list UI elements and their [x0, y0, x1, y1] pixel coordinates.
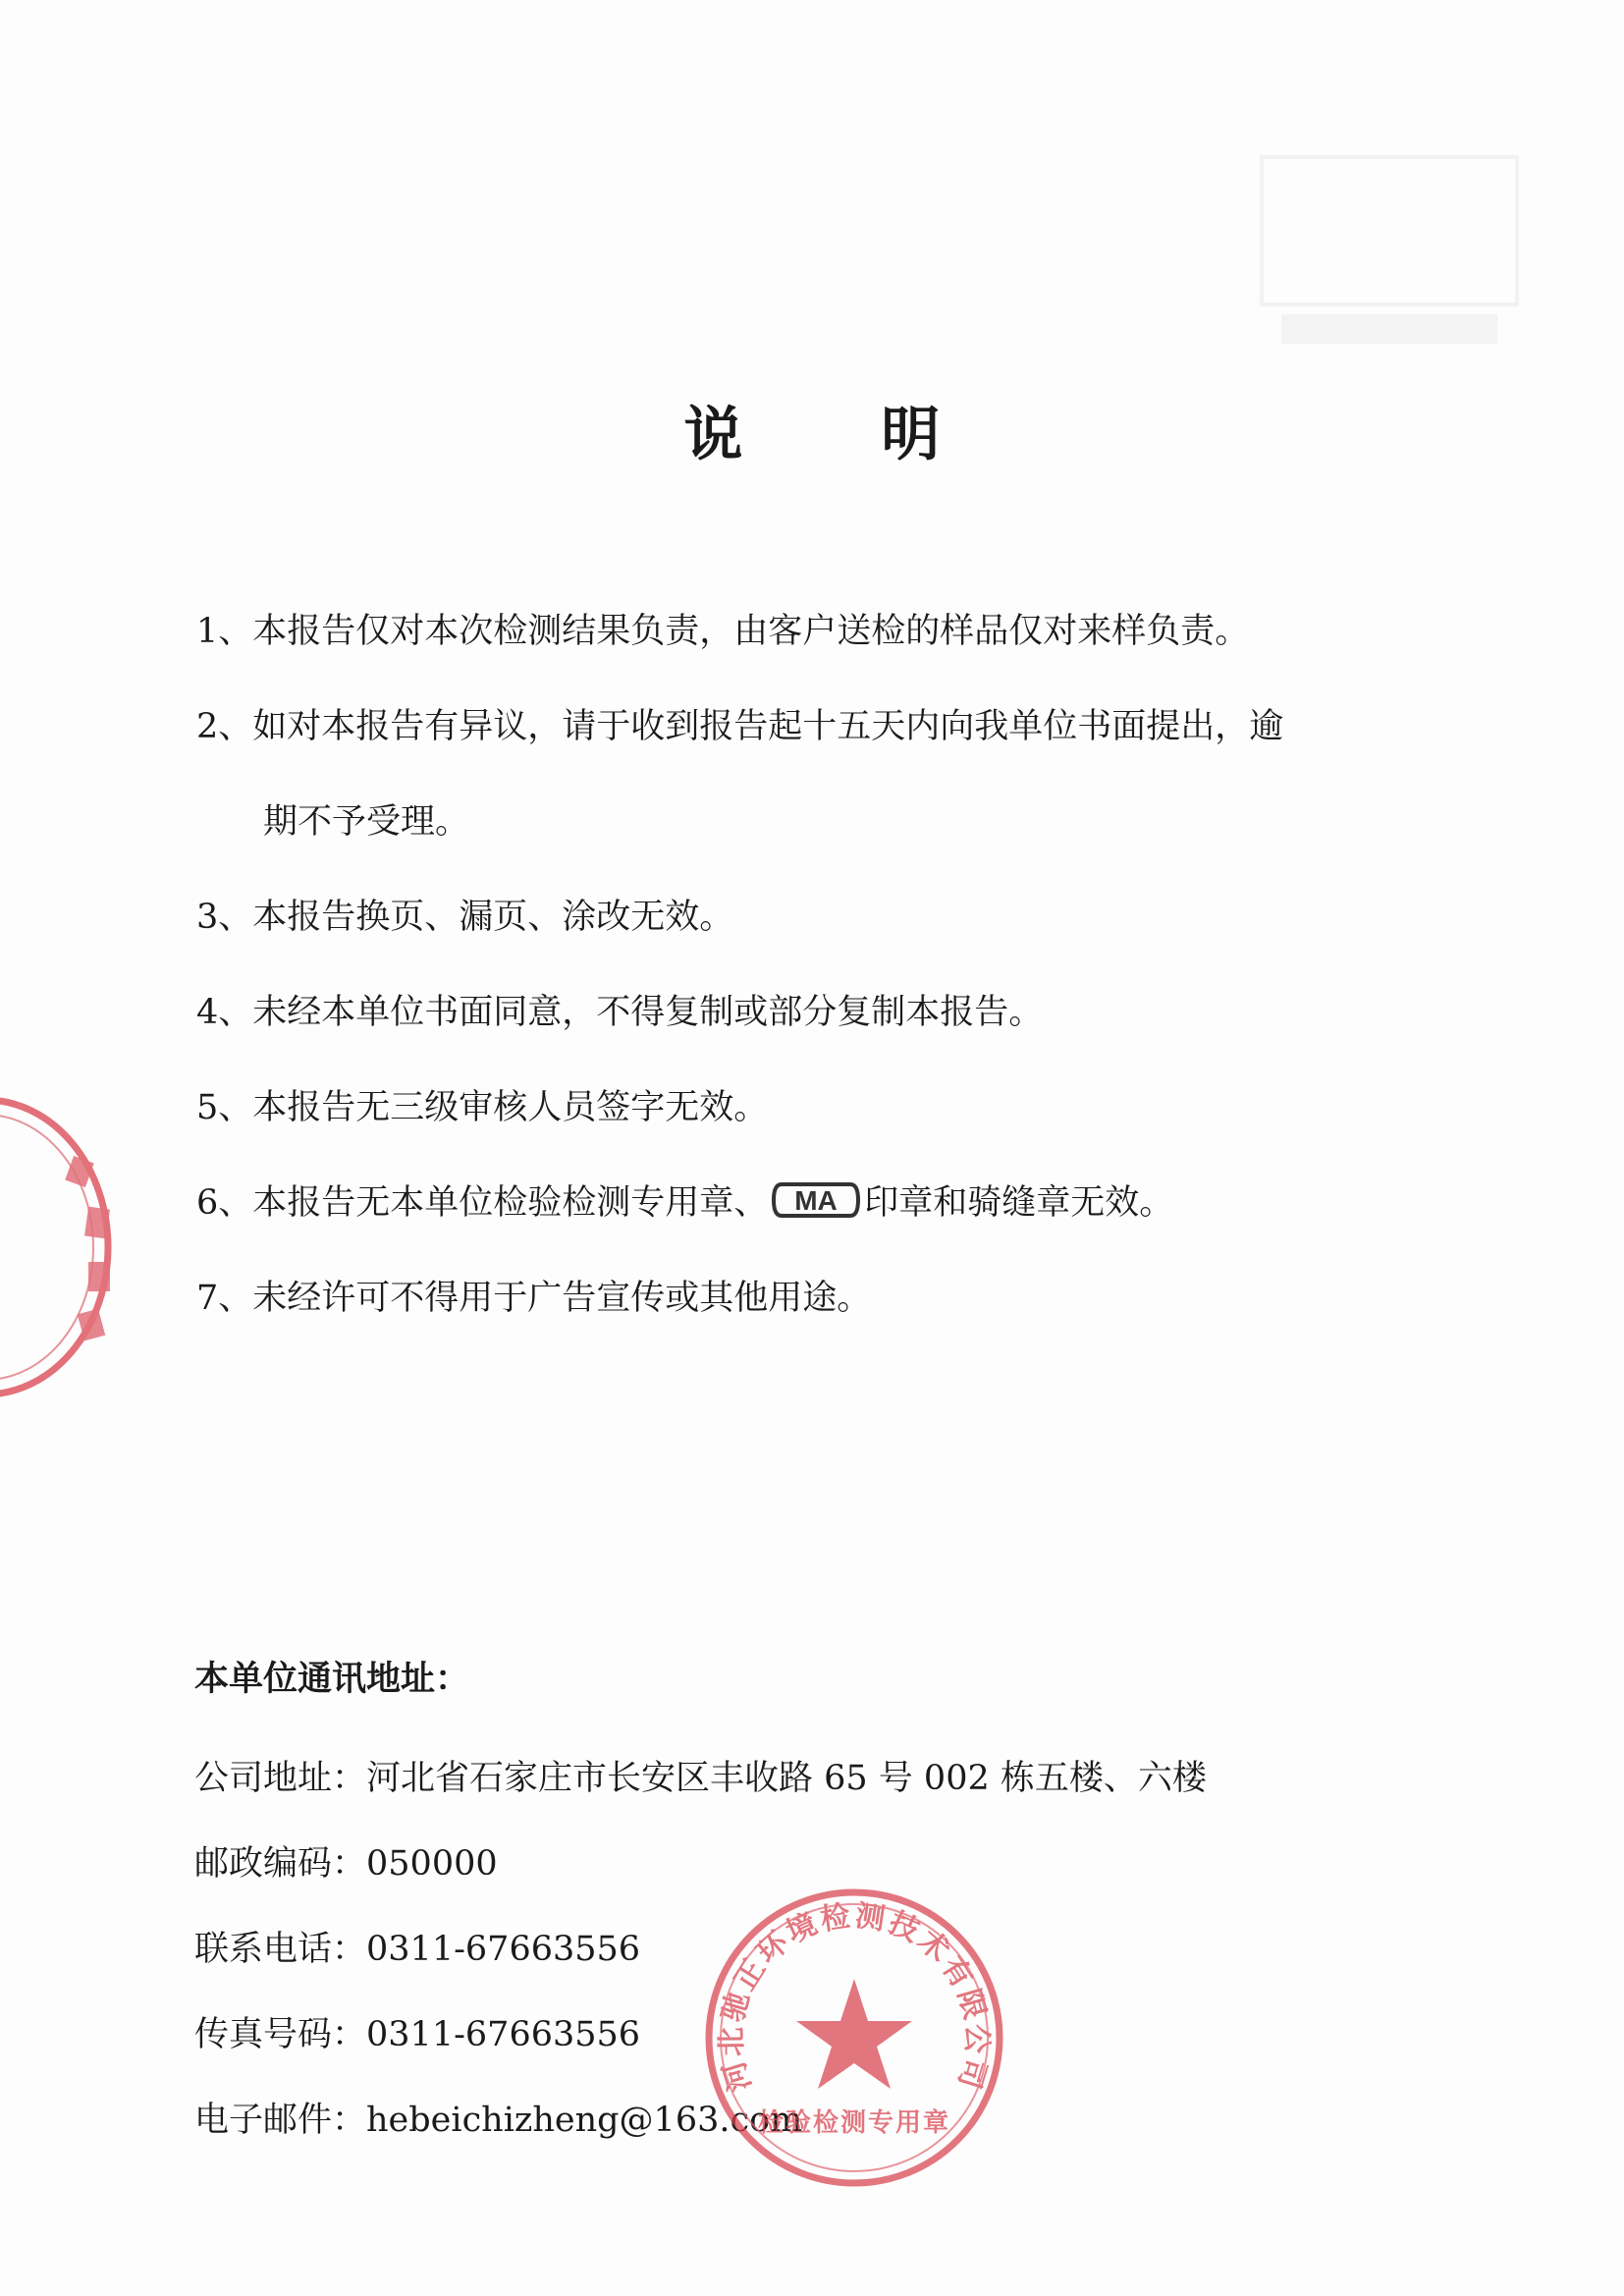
contact-value: 河北省石家庄市长安区丰收路 65 号 002 栋五楼、六楼	[366, 1759, 1207, 1798]
contact-row-fax	[194, 1993, 1274, 2078]
note-number: 4、	[196, 993, 253, 1032]
note-number: 3、	[196, 898, 253, 937]
contact-label: 公司地址：	[194, 1759, 367, 1798]
riding-seal-stamp	[0, 1090, 118, 1404]
contact-label: 电子邮件：	[194, 2101, 367, 2140]
contact-heading: 本单位通讯地址：	[194, 1659, 470, 1699]
note-text: 如对本报告有异议，请于收到报告起十五天内向我单位书面提出，逾	[252, 707, 1284, 746]
note-item-5	[196, 1061, 1453, 1156]
note-text	[252, 1156, 1453, 1251]
note-item-6	[196, 1156, 1453, 1251]
note-item-2	[196, 680, 1453, 870]
note-item-7	[196, 1251, 1453, 1346]
note-text: 本报告仅对本次检测结果负责，由客户送检的样品仅对来样负责。	[252, 612, 1250, 651]
contact-label: 邮政编码：	[194, 1844, 367, 1884]
page-title: 说 明	[683, 401, 1000, 469]
svg-text:检验检测专用章: 检验检测专用章	[757, 2108, 951, 2138]
contact-row-email	[194, 2078, 1274, 2163]
note-number: 5、	[196, 1088, 253, 1127]
contact-value: 0311-67663556	[366, 1930, 641, 1969]
note-text: 未经本单位书面同意，不得复制或部分复制本报告。	[252, 993, 1044, 1032]
note-text: 本报告换页、漏页、涂改无效。	[252, 898, 734, 937]
contact-row-postcode	[194, 1822, 1274, 1907]
contact-value: 050000	[366, 1844, 498, 1884]
note-number: 6、	[196, 1183, 253, 1223]
faint-stamp-mark	[1242, 137, 1537, 393]
contact-section	[194, 1650, 1274, 2163]
contact-label: 联系电话：	[194, 1930, 367, 1969]
contact-row-address	[194, 1736, 1274, 1822]
note-number: 2、	[196, 707, 253, 746]
note-item-1	[196, 584, 1453, 680]
note-text-continuation: 期不予受理。	[263, 802, 470, 842]
notes-list	[196, 584, 1453, 1346]
note-text-before-logo: 本报告无本单位检验检测专用章、	[252, 1183, 769, 1223]
note-text: 本报告无三级审核人员签字无效。	[252, 1088, 769, 1127]
note-text-after-logo: 印章和骑缝章无效。	[864, 1183, 1174, 1223]
note-number: 1、	[196, 612, 253, 651]
svg-text:MA: MA	[794, 1185, 839, 1216]
contact-value: 0311-67663556	[366, 2015, 641, 2054]
cma-logo-icon	[772, 1180, 860, 1220]
svg-text:河北驰正环境检测技术有限公司: 河北驰正环境检测技术有限公司	[714, 1898, 995, 2096]
note-text: 未经许可不得用于广告宣传或其他用途。	[252, 1279, 872, 1318]
note-item-3	[196, 870, 1453, 965]
contact-label: 传真号码：	[194, 2015, 367, 2054]
contact-row-phone	[194, 1907, 1274, 1993]
note-item-4	[196, 965, 1453, 1061]
note-number: 7、	[196, 1279, 253, 1318]
contact-value: hebeichizheng@163.com	[366, 2101, 803, 2140]
